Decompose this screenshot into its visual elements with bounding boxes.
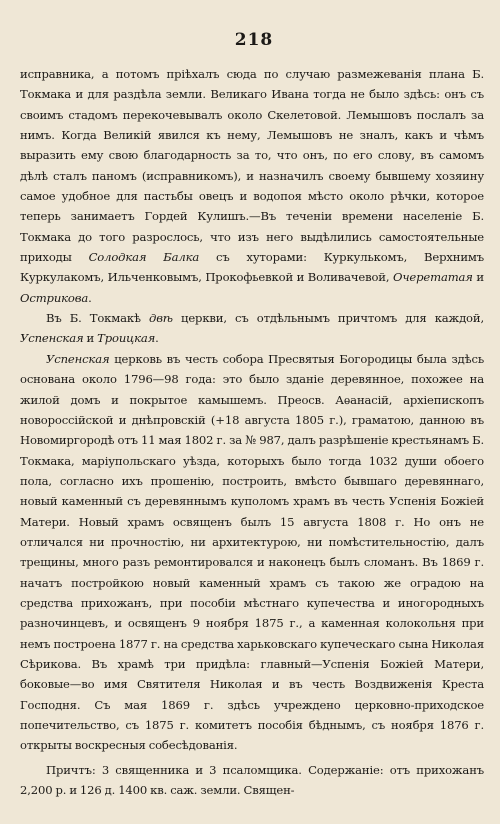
- text-span: Причтъ: 3 священника и 3 псаломщика. Содержаніе: отъ прихожанъ 2,200 р. и 126 д. 1400 кв. саж. земли. Священ-: [20, 762, 484, 798]
- italic-text-span: Очеретатая: [392, 270, 473, 285]
- paragraph: [20, 308, 484, 349]
- text-span: съ хуторами: Куркулькомъ, Верхнимъ Куркулакомъ, Ильченковымъ, Прокофьевкой и Воливачевой,: [20, 250, 484, 285]
- text-body: [20, 64, 484, 800]
- text-span: .: [88, 290, 92, 305]
- text-span: и: [83, 331, 98, 346]
- text-span: церковь въ честь собора Пресвятыя Богородицы была здѣсь основана около 1796—98 года: это было зданіе деревянное, похожее на жилой домъ и покрытое камышемъ. Преосв. Аѳанасій, архіепископъ новороссійской и днѣпровскій (+18 августа 1805 г.), граматою, данною въ Новомиргородѣ отъ 11 мая 1802 г. за № 987, далъ разрѣшеніе крестьянамъ Б. Токмака, маріупольскаго уѣзда, которыхъ было тогда 1032 души обоего пола, согласно ихъ прошенію, построить, вмѣсто бывшаго деревяннаго, новый каменный съ деревяннымъ куполомъ храмъ въ честь Успенія Божіей Матери. Новый храмъ освященъ былъ 15 августа 1808 г. Но онъ не отличался ни прочностію, ни архитектурою, ни помѣстительностію, далъ трещины, много разъ ремонтировался и наконецъ былъ сломанъ. Въ 1869 г. начатъ постройкою новый каменный храмъ съ такою же оградою на средства прихожанъ, при пособіи мѣстнаго купечества и иногородныхъ разночинцевъ, и освященъ 9 ноября 1875 г., а каменная колокольня при немъ построена 1877 г. на средства харьковскаго купеческаго сына Николая Сѣрикова. Въ храмѣ три придѣла: главный—Успенія Божіей Матери, боковые—во имя Святителя Николая и въ честь Воздвиженія Креста Господня. Съ мая 1869 г. здѣсь учреждено церковно-приходское попечительство, съ 1875 г. комитетъ пособія бѣднымъ, съ ноября 1876 г. открыты воскресныя собесѣдованія.: [20, 351, 484, 753]
- italic-text-span: двѣ: [149, 311, 173, 326]
- italic-text-span: Успенская: [46, 351, 110, 366]
- paragraph: [20, 64, 484, 308]
- page-number: 218: [234, 30, 274, 50]
- paragraph: [20, 349, 484, 756]
- text-span: .: [155, 331, 159, 346]
- italic-text-span: Троицкая: [97, 331, 156, 346]
- text-span: и: [472, 270, 484, 285]
- text-span: церкви, съ отдѣльнымъ причтомъ для каждой,: [172, 311, 485, 326]
- text-span: исправника, а потомъ пріѣхалъ сюда по случаю размежеванія плана Б. Токмака и для раздѣла земли. Великаго Ивана тогда не было здѣсь: онъ съ своимъ стадомъ перекочевывалъ около Скелетовой. Лемышовъ послалъ за нимъ. Когда Великій явился къ нему, Лемышовъ не зналъ, какъ и чѣмъ выразить ему свою благодарность за то, что онъ, по его слову, въ самомъ дѣлѣ сталъ паномъ (исправникомъ), и назначилъ своему бывшему хозяину самое удобное для пастьбы овецъ и водопоя мѣсто около рѣчки, которое теперь занимаетъ Гордей Кулишъ.—Въ теченіи времени населеніе Б. Токмака до того разрослось, что изъ него выдѣлились самостоятельные приходы: [20, 67, 484, 265]
- italic-text-span: Острикова: [20, 290, 89, 305]
- italic-text-span: Солодкая Балка: [88, 250, 200, 265]
- paragraph: [20, 760, 484, 801]
- italic-text-span: Успенская: [20, 331, 84, 346]
- text-span: Въ Б. Токмакѣ: [46, 311, 149, 326]
